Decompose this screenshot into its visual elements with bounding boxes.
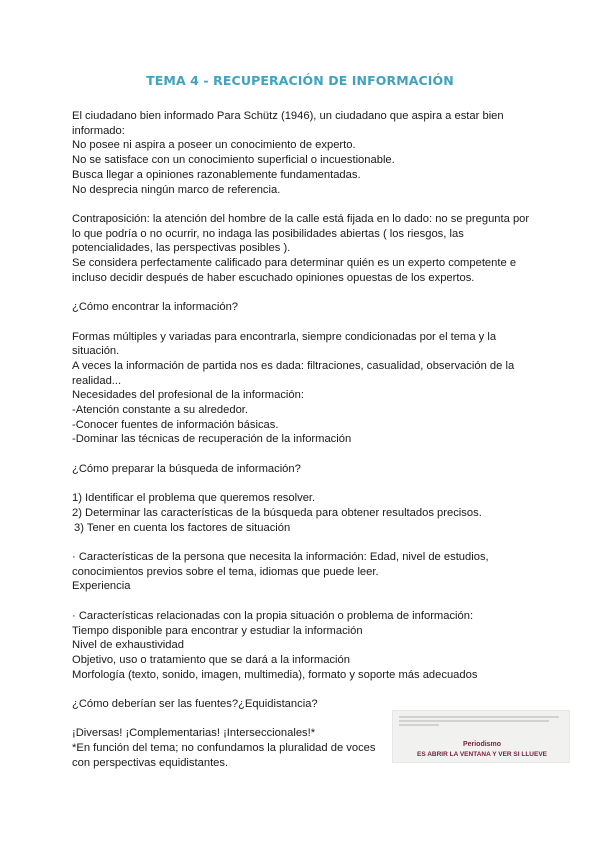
- paragraph-situacion: [72, 609, 534, 683]
- text-line: *En función del tema; no confundamos la pluralidad de voces: [72, 742, 376, 755]
- text-line: ¿Cómo encontrar la información?: [72, 301, 239, 314]
- text-line: ¿Cómo deberían ser las fuentes?¿Equidistancia?: [72, 698, 318, 710]
- text-line: A veces la información de partida nos es dada: filtraciones, casualidad, observación de la: [72, 359, 515, 372]
- question-encontrar: [72, 300, 534, 315]
- paragraph-persona: [72, 550, 534, 594]
- document-body: [72, 109, 534, 771]
- text-line: situación.: [72, 345, 120, 358]
- text-line: conocimientos previos sobre el tema, idiomas que puede leer.: [72, 565, 379, 578]
- text-line: incluso decidir después de haber escuchado opiniones opuestas de los expertos.: [72, 271, 475, 284]
- text-line: 2) Determinar las características de la búsqueda para obtener resultados precisos.: [72, 506, 482, 519]
- text-line: · Características relacionadas con la propia situación o problema de información:: [72, 609, 474, 622]
- text-line: Experiencia: [72, 580, 131, 593]
- text-line: -Atención constante a su alrededor.: [72, 404, 249, 417]
- text-line: potencialidades, las perspectivas posibles ).: [72, 242, 291, 255]
- text-line: informado:: [72, 124, 125, 137]
- text-line: 1) Identificar el problema que queremos resolver.: [72, 492, 316, 505]
- text-line: El ciudadano bien informado Para Schütz (1946), un ciudadano que aspira a estar bien: [72, 110, 504, 122]
- text-line: -Conocer fuentes de información básicas.: [72, 418, 279, 431]
- text-line: Tiempo disponible para encontrar y estudiar la información: [72, 624, 363, 637]
- illegible-caption-lines: [399, 714, 563, 728]
- text-line: Nivel de exhaustividad: [72, 639, 184, 652]
- text-line: No desprecia ningún marco de referencia.: [72, 183, 281, 196]
- text-line: Morfología (texto, sonido, imagen, multimedia), formato y soporte más adecuados: [72, 668, 478, 681]
- text-line: -Dominar las técnicas de recuperación de la información: [72, 433, 352, 446]
- paragraph-ciudadano: [72, 109, 534, 197]
- text-line: · Características de la persona que necesita la información: Edad, nivel de estudios,: [72, 551, 489, 563]
- page-title: TEMA 4 - RECUPERACIÓN DE INFORMACIÓN: [146, 73, 454, 88]
- text-line: ¿Cómo preparar la búsqueda de información?: [72, 462, 301, 475]
- image-title: Periodismo: [462, 741, 502, 748]
- text-line: Se considera perfectamente calificado para determinar quién es un experto competente e: [72, 257, 517, 270]
- paragraph-contraposicion: [72, 212, 534, 286]
- text-line: 3) Tener en cuenta los factores de situación: [74, 521, 291, 534]
- periodismo-image: [392, 710, 570, 763]
- text-line: Objetivo, uso o tratamiento que se dará a la información: [72, 653, 350, 666]
- paragraph-formas: [72, 330, 534, 448]
- text-line: ¡Diversas! ¡Complementarias! ¡Interseccionales!*: [72, 727, 316, 740]
- numbered-steps: [72, 491, 534, 535]
- text-line: lo que podría o no ocurrir, no indaga las posibilidades abiertas ( los riesgos, las: [72, 227, 464, 240]
- text-line: Busca llegar a opiniones razonablemente fundamentadas.: [72, 168, 361, 181]
- text-line: con perspectivas equidistantes.: [72, 756, 229, 769]
- text-line: No posee ni aspira a poseer un conocimiento de experto.: [72, 139, 356, 152]
- text-line: Contraposición: la atención del hombre de la calle está fijada en lo dado: no se pregunta por: [72, 212, 530, 225]
- paragraph-diversas: [72, 726, 392, 770]
- text-line: realidad...: [72, 374, 122, 387]
- text-line: Necesidades del profesional de la información:: [72, 389, 304, 402]
- image-subtitle: ES ABRIR LA VENTANA Y VER SI LLUEVE: [416, 751, 548, 758]
- question-preparar: [72, 462, 534, 477]
- text-line: Formas múltiples y variadas para encontrarla, siempre condicionadas por el tema y la: [72, 330, 497, 343]
- text-line: No se satisface con un conocimiento superficial o incuestionable.: [72, 154, 395, 167]
